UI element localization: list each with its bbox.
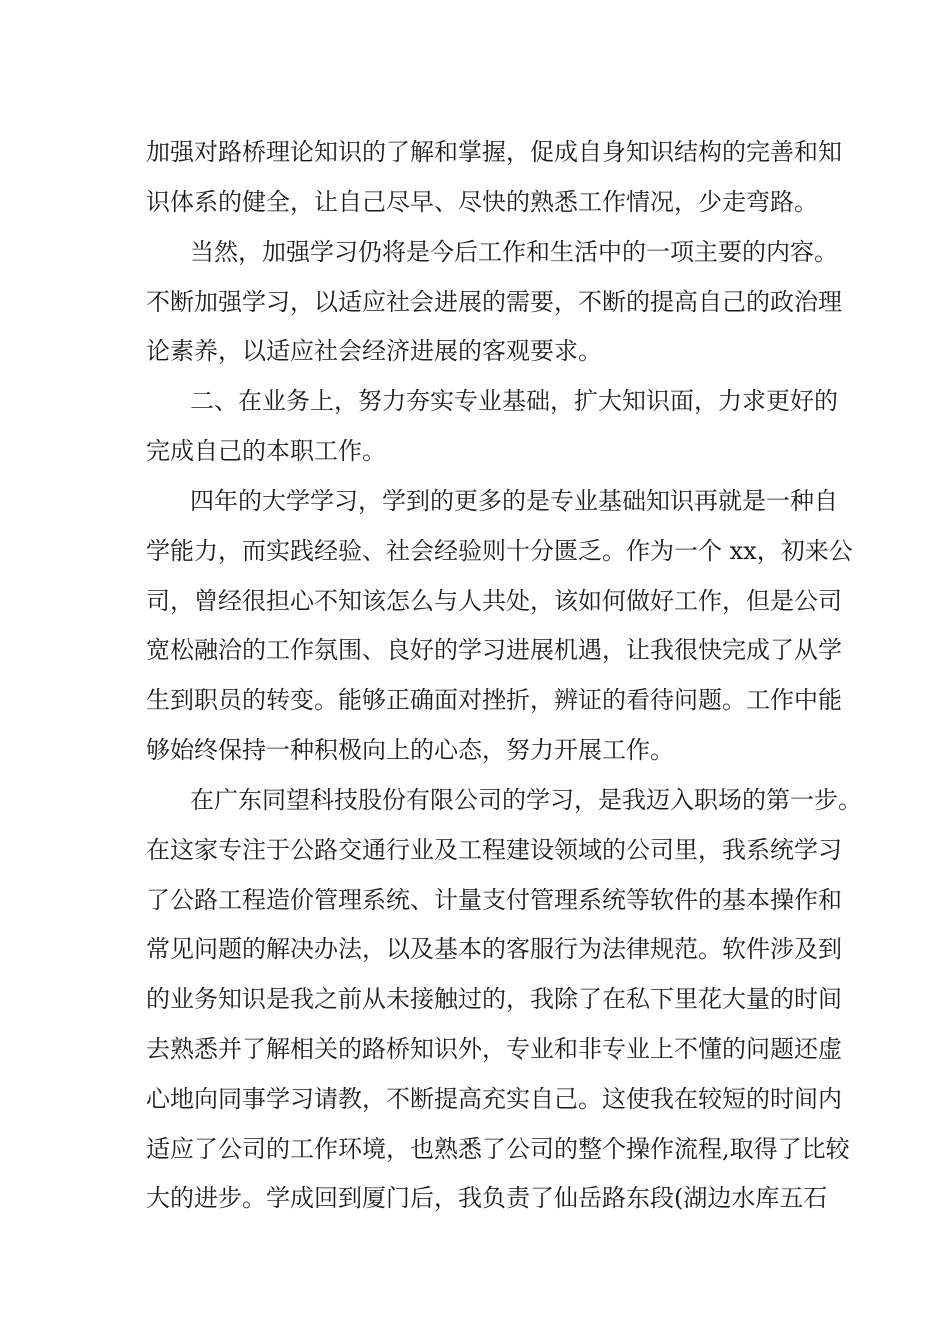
text-line-10: 司，曾经很担心不知该怎么与人共处，该如何做好工作，但是公司 xyxy=(146,587,842,615)
text-line-8: 四年的大学学习，学到的更多的是专业基础知识再就是一种自 xyxy=(190,487,838,515)
text-line-13: 够始终保持一种积极向上的心态，努力开展工作。 xyxy=(146,736,674,764)
text-line-7: 完成自己的本职工作。 xyxy=(146,437,386,465)
text-line-6: 二、在业务上，努力夯实专业基础，扩大知识面，力求更好的 xyxy=(190,387,838,415)
text-line-3: 当然，加强学习仍将是今后工作和生活中的一项主要的内容。 xyxy=(190,238,838,266)
text-line-18: 的业务知识是我之前从未接触过的，我除了在私下里花大量的时间 xyxy=(146,985,842,1013)
text-line-11: 宽松融洽的工作氛围、良好的学习进展机遇，让我很快完成了从学 xyxy=(146,636,842,664)
text-line-2: 识体系的健全，让自己尽早、尽快的熟悉工作情况，少走弯路。 xyxy=(146,188,818,216)
text-line-1: 加强对路桥理论知识的了解和掌握，促成自身知识结构的完善和知 xyxy=(146,138,842,166)
text-line-22: 大的进步。学成回到厦门后，我负责了仙岳路东段(湖边水库五石 xyxy=(146,1184,828,1212)
text-line-16: 了公路工程造价管理系统、计量支付管理系统等软件的基本操作和 xyxy=(146,886,842,914)
text-line-21: 适应了公司的工作环境，也熟悉了公司的整个操作流程,取得了比较 xyxy=(146,1135,850,1163)
text-line-17: 常见问题的解决办法，以及基本的客服行为法律规范。软件涉及到 xyxy=(146,935,842,963)
text-line-20: 心地向同事学习请教，不断提高充实自己。这使我在较短的时间内 xyxy=(146,1085,842,1113)
text-line-14: 在广东同望科技股份有限公司的学习，是我迈入职场的第一步。 xyxy=(190,786,862,814)
text-line-9: 学能力，而实践经验、社会经验则十分匮乏。作为一个 xx，初来公 xyxy=(146,537,853,565)
text-line-19: 去熟悉并了解相关的路桥知识外，专业和非专业上不懂的问题还虚 xyxy=(146,1035,842,1063)
text-line-12: 生到职员的转变。能够正确面对挫折，辨证的看待问题。工作中能 xyxy=(146,686,842,714)
text-line-4: 不断加强学习，以适应社会进展的需要，不断的提高自己的政治理 xyxy=(146,288,842,316)
text-line-5: 论素养，以适应社会经济进展的客观要求。 xyxy=(146,337,602,365)
text-line-15: 在这家专注于公路交通行业及工程建设领域的公司里，我系统学习 xyxy=(146,836,842,864)
